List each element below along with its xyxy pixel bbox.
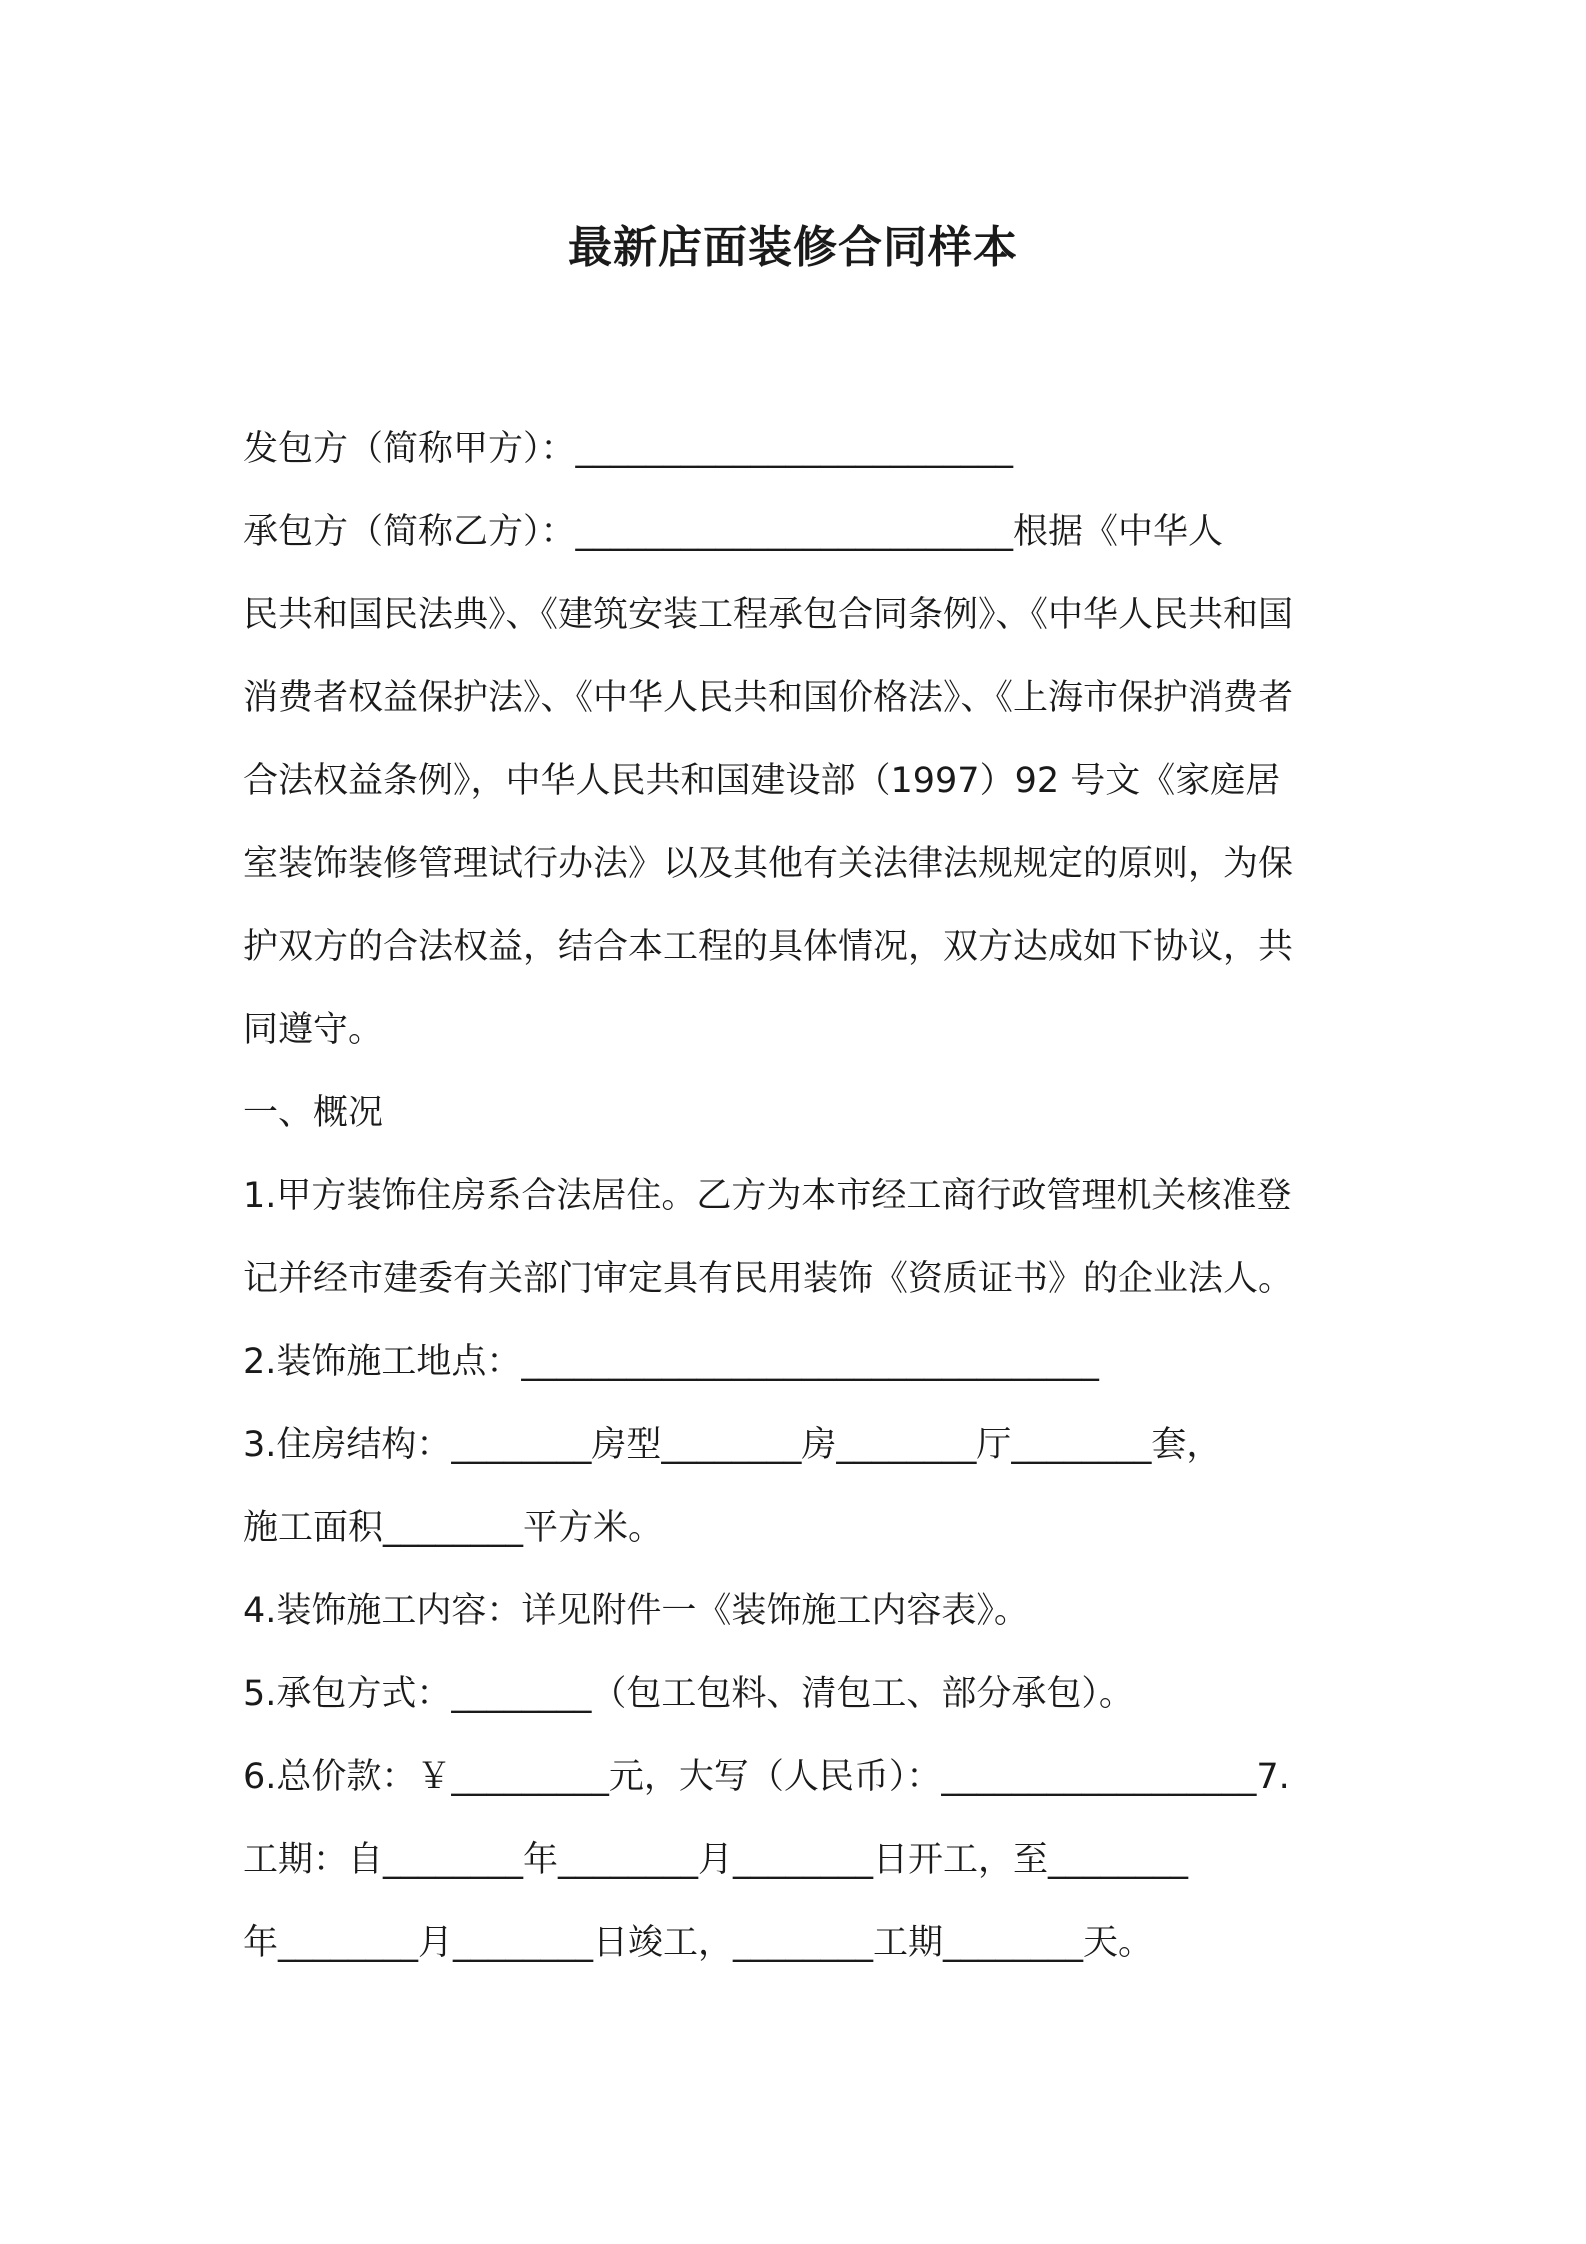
party-a-line: 发包方（简称甲方）：_________________________ — [243, 429, 1014, 469]
document-body — [243, 408, 1355, 1985]
basis-line-2: 消费者权益保护法》、《中华人民共和国价格法》、《上海市保护消费者 — [243, 678, 1294, 718]
party-b-line: 承包方（简称乙方）：_________________________根据《中华人 — [243, 512, 1224, 552]
basis-line-5: 护双方的合法权益，结合本工程的具体情况，双方达成如下协议，共 — [243, 927, 1294, 967]
basis-line-3: 合法权益条例》，中华人民共和国建设部（1997）92 号文《家庭居 — [243, 761, 1281, 801]
page-title: 最新店面装修合同样本 — [568, 222, 1018, 273]
basis-line-1: 民共和国民法典》、《建筑安装工程承包合同条例》、《中华人民共和国 — [243, 595, 1294, 635]
clause-1-line-2: 记并经市建委有关部门审定具有民用装饰《资质证书》的企业法人。 — [243, 1259, 1294, 1299]
clause-4-content: 4.装饰施工内容：详见附件一《装饰施工内容表》。 — [243, 1591, 1029, 1631]
clause-7-schedule-line-2: 年________月________日竣工，________工期________天。 — [243, 1923, 1154, 1963]
clause-3-area: 施工面积________平方米。 — [243, 1508, 664, 1548]
clause-7-schedule-line-1: 工期：自________年________月________日开工，至________ — [243, 1840, 1189, 1880]
section-heading-overview: 一、概况 — [243, 1093, 384, 1133]
basis-line-6: 同遵守。 — [243, 1010, 384, 1050]
clause-2-location: 2.装饰施工地点：_________________________________ — [243, 1342, 1099, 1382]
basis-line-4: 室装饰装修管理试行办法》以及其他有关法律法规规定的原则，为保 — [243, 844, 1294, 884]
clause-1-line-1: 1.甲方装饰住房系合法居住。乙方为本市经工商行政管理机关核准登 — [243, 1176, 1292, 1216]
clause-6-total-price: 6.总价款：￥_________元，大写（人民币）：__________________7. — [243, 1757, 1290, 1797]
clause-5-contract-method: 5.承包方式：________（包工包料、清包工、部分承包）。 — [243, 1674, 1134, 1714]
clause-3-structure: 3.住房结构：________房型________房________厅________套， — [243, 1425, 1222, 1465]
